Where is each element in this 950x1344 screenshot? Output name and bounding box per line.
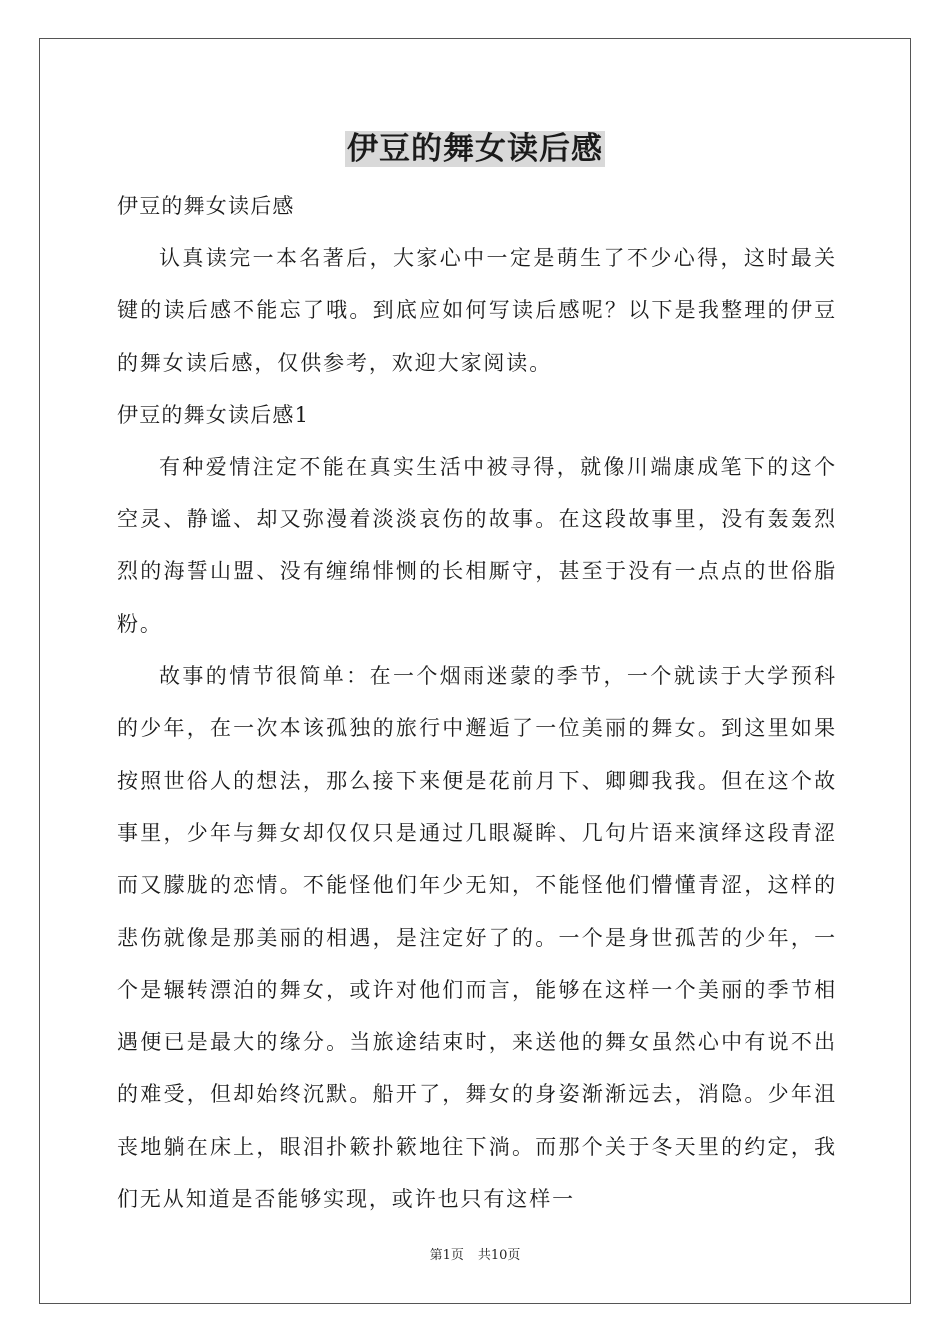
body-paragraph: 故事的情节很简单：在一个烟雨迷蒙的季节，一个就读于大学预科的少年，在一次本该孤独的旅行中邂逅了一位美丽的舞女。到这里如果按照世俗人的想法，那么接下来便是花前月下、卿卿我我。但在这个故事里，少年与舞女却仅仅只是通过几眼凝眸、几句片语来演绎这段青涩而又朦胧的恋情。不能怪他们年少无知，不能怪他们懵懂青涩，这样的悲伤就像是那美丽的相遇，是注定好了的。一个是身世孤苦的少年，一个是辗转漂泊的舞女，或许对他们而言，能够在这样一个美丽的季节相遇便已是最大的缘分。当旅途结束时，来送他的舞女虽然心中有说不出的难受，但却始终沉默。船开了，舞女的身姿渐渐远去，消隐。少年沮丧地躺在床上，眼泪扑簌扑簌地往下淌。而那个关于冬天里的约定，我们无从知道是否能够实现，或许也只有这样一 xyxy=(117,664,837,1212)
document-body xyxy=(117,180,837,1225)
document-subtitle: 伊豆的舞女读后感 xyxy=(117,194,295,218)
page-footer xyxy=(0,1246,950,1266)
page-total: 共10页 xyxy=(477,1248,521,1263)
body-paragraph: 有种爱情注定不能在真实生活中被寻得，就像川端康成笔下的这个空灵、静谧、却又弥漫着淡淡哀伤的故事。在这段故事里，没有轰轰烈烈的海誓山盟、没有缠绵悱恻的长相厮守，甚至于没有一点点的世俗脂粉。 xyxy=(117,454,837,636)
section-heading: 伊豆的舞女读后感1 xyxy=(117,402,310,427)
page-number: 第1页 xyxy=(429,1248,464,1263)
intro-paragraph: 认真读完一本名著后，大家心中一定是萌生了不少心得，这时最关键的读后感不能忘了哦。到底应如何写读后感呢？以下是我整理的伊豆的舞女读后感，仅供参考，欢迎大家阅读。 xyxy=(117,246,837,375)
document-title xyxy=(0,128,950,170)
document-title-text: 伊豆的舞女读后感 xyxy=(347,131,603,167)
